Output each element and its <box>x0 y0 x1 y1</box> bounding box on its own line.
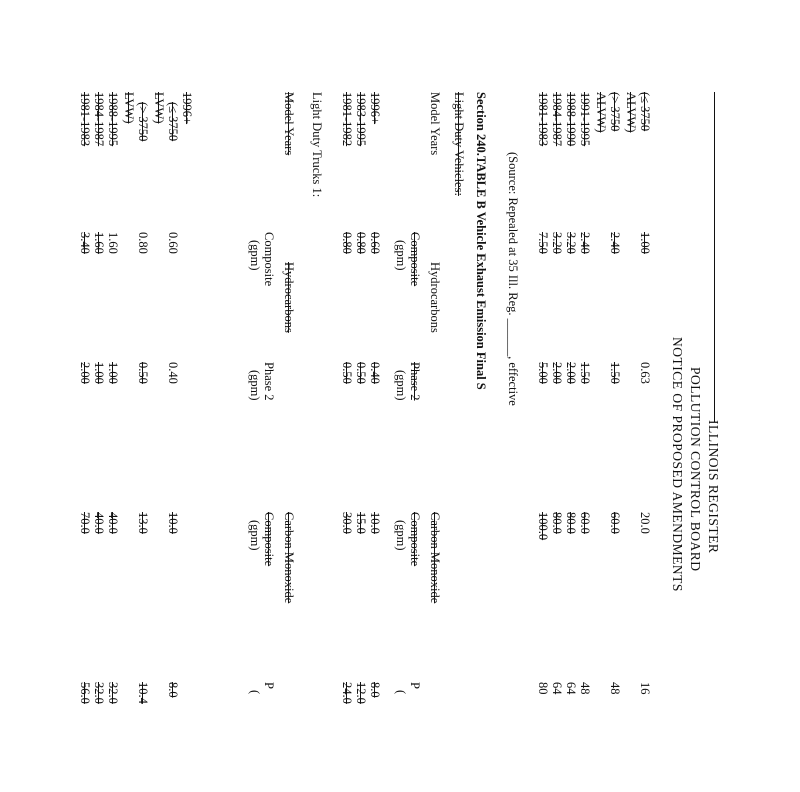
subheader-unit: (gpm) <box>248 240 262 271</box>
register-title: ILLINOIS REGISTER <box>706 420 721 554</box>
hc-value: 2.40 <box>608 232 622 254</box>
notice-title: NOTICE OF PROPOSED AMENDMENTS <box>670 337 685 592</box>
row-label: 1988-1990 <box>564 92 578 147</box>
subheader-composite-co: Composite <box>408 512 422 567</box>
column-header-co: Carbon Monoxide <box>282 512 296 604</box>
ph2-value: 0.50 <box>136 362 150 384</box>
column-header-model: Model Years <box>428 92 442 156</box>
co-value: 40.0 <box>92 512 106 534</box>
subheader-unit: (gpm) <box>394 240 408 271</box>
row-label: 1996+ <box>180 92 194 125</box>
column-header-hc: Hydrocarbons <box>428 262 442 333</box>
subheader-phase2: Phase 2 <box>408 362 422 401</box>
p2co-value: 16 <box>638 682 652 695</box>
ph2-value: 0.63 <box>638 362 652 384</box>
p2co-value: 8.0 <box>166 682 180 698</box>
subheader-composite-co: Composite <box>262 512 276 567</box>
subheader-unit: (gpm) <box>248 370 262 401</box>
column-header-co: Carbon Monoxide <box>428 512 442 604</box>
ph2-value: 1.50 <box>608 362 622 384</box>
co-value: 15.0 <box>354 512 368 534</box>
subheader-p: P <box>262 682 276 689</box>
row-label: 1988-1995 <box>106 92 120 147</box>
row-year: 1996+ <box>368 92 382 125</box>
p2co-value: 48 <box>578 682 592 695</box>
co-value: 100.0 <box>536 512 550 541</box>
row-label: 1981-1983 <box>78 92 92 147</box>
row-label: (> 3750 <box>608 92 622 132</box>
ph2-value: 1.50 <box>578 362 592 384</box>
subheader-composite: Composite <box>408 232 422 287</box>
p2co-value: 12.0 <box>354 682 368 704</box>
co-value: 30.0 <box>340 512 354 534</box>
p2co-value: 48 <box>608 682 622 695</box>
column-header-model: Model Years <box>282 92 296 156</box>
p2co-value: 24.0 <box>340 682 354 704</box>
row-label: (> 3750 <box>136 102 150 142</box>
hc-value: 7.50 <box>536 232 550 254</box>
ph2-value: 2.00 <box>564 362 578 384</box>
hc-value: 1.60 <box>106 232 120 254</box>
column-header-hc: Hydrocarbons <box>282 262 296 333</box>
source-note: (Source: Repealed at 35 Ill. Reg. ______, effective <box>506 152 520 406</box>
co-value: 40.0 <box>106 512 120 534</box>
co-value: 60.0 <box>608 512 622 534</box>
subheader-p-unit: ( <box>248 690 262 695</box>
co-value: 13.0 <box>136 512 150 534</box>
hc-value: 1.00 <box>638 232 652 254</box>
ph2-value: 0.50 <box>354 362 368 384</box>
subheader-p: P <box>408 682 422 689</box>
row-label: 1981-1983 <box>536 92 550 147</box>
p2co-value: 56.0 <box>78 682 92 704</box>
co-value: 60.0 <box>578 512 592 534</box>
hc-value: 1.60 <box>92 232 106 254</box>
row-label: 1984-1987 <box>550 92 564 147</box>
row-label: ALVW) <box>594 92 608 133</box>
co-value: 20.0 <box>638 512 652 534</box>
p2co-value: 32.0 <box>92 682 106 704</box>
subheader-composite: Composite <box>262 232 276 287</box>
subheader-p-unit: ( <box>394 690 408 695</box>
board-title: POLLUTION CONTROL BOARD <box>688 367 703 572</box>
subheader-phase2: Phase 2 <box>262 362 276 401</box>
row-label: (≤ 3750 <box>638 92 652 132</box>
header-rule <box>714 92 715 422</box>
co-value: 80.0 <box>564 512 578 534</box>
ph2-value: 2.00 <box>550 362 564 384</box>
section-title: Section 240.TABLE B Vehicle Exhaust Emission Final S <box>474 92 488 390</box>
ph2-value: 0.40 <box>166 362 180 384</box>
row-year: 1983-1995 <box>354 92 368 147</box>
p2co-value: 8.0 <box>368 682 382 698</box>
row-label: LVW) <box>152 92 166 124</box>
ph2-value: 2.00 <box>78 362 92 384</box>
rotated-sheet <box>0 92 720 792</box>
co-value: 70.0 <box>78 512 92 534</box>
subheader-unit: (gpm) <box>394 520 408 551</box>
hc-value: 3.40 <box>78 232 92 254</box>
hc-value: 0.60 <box>166 232 180 254</box>
ldv-heading: Light Duty Vehicles: <box>452 92 466 196</box>
p2co-value: 32.0 <box>106 682 120 704</box>
hc-value: 3.20 <box>550 232 564 254</box>
row-year: 1981-1982 <box>340 92 354 147</box>
row-label: ALVW) <box>624 92 638 133</box>
hc-value: 2.40 <box>578 232 592 254</box>
ph2-value: 0.50 <box>340 362 354 384</box>
co-value: 10.0 <box>368 512 382 534</box>
ldt-heading: Light Duty Trucks 1: <box>310 92 324 198</box>
subheader-unit: (gpm) <box>394 370 408 401</box>
p2co-value: 10.4 <box>136 682 150 704</box>
hc-value: 0.80 <box>354 232 368 254</box>
hc-value: 0.80 <box>340 232 354 254</box>
subheader-unit: (gpm) <box>248 520 262 551</box>
co-value: 80.0 <box>550 512 564 534</box>
ph2-value: 5.00 <box>536 362 550 384</box>
row-label: (≤ 3750 <box>166 102 180 142</box>
row-label: 1984-1987 <box>92 92 106 147</box>
hc-value: 0.60 <box>368 232 382 254</box>
p2co-value: 64 <box>550 682 564 695</box>
co-value: 10.0 <box>166 512 180 534</box>
ph2-value: 1.00 <box>106 362 120 384</box>
hc-value: 3.20 <box>564 232 578 254</box>
p2co-value: 64 <box>564 682 578 695</box>
p2co-value: 80 <box>536 682 550 695</box>
ph2-value: 1.00 <box>92 362 106 384</box>
ph2-value: 0.40 <box>368 362 382 384</box>
row-label: LVW) <box>122 92 136 124</box>
hc-value: 0.80 <box>136 232 150 254</box>
row-label: 1991-1995 <box>578 92 592 147</box>
